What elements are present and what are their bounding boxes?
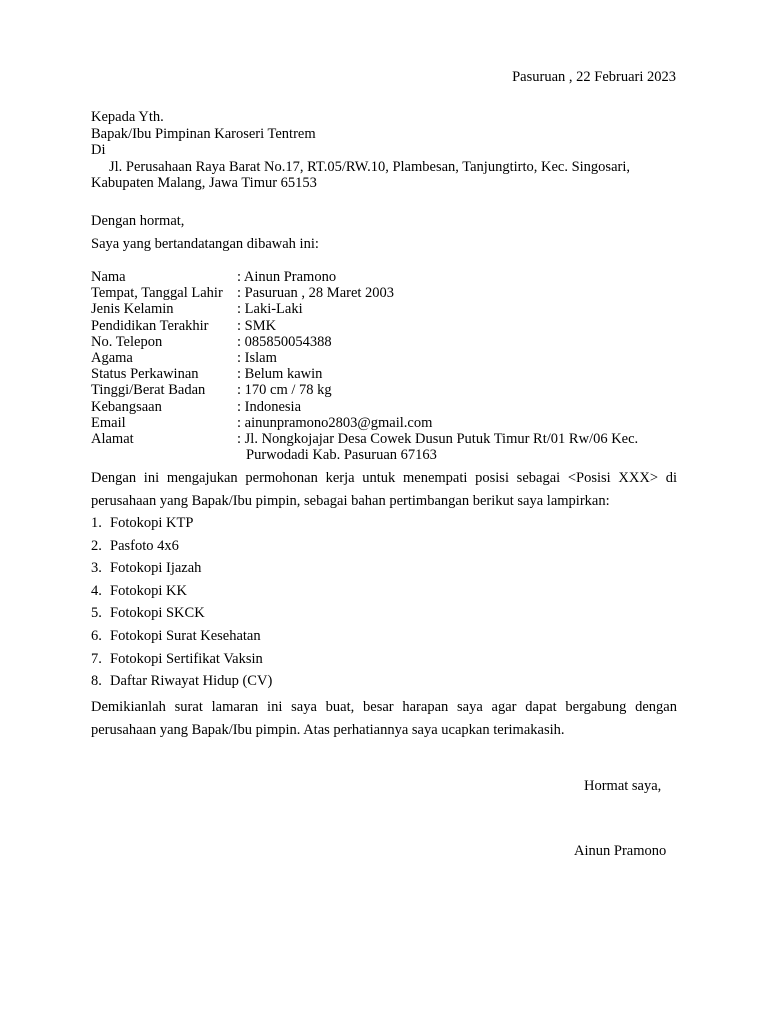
- detail-value: : Islam: [237, 350, 277, 367]
- list-number: 5.: [91, 605, 102, 622]
- place-date: Pasuruan , 22 Februari 2023: [512, 69, 676, 85]
- detail-value: : SMK: [237, 317, 277, 334]
- list-text: Daftar Riwayat Hidup (CV): [110, 673, 273, 690]
- recipient-salutation: Kepada Yth.: [91, 109, 164, 125]
- detail-label: Jenis Kelamin: [91, 301, 174, 318]
- list-item: [91, 580, 272, 603]
- list-text: Fotokopi Surat Kesehatan: [110, 627, 261, 644]
- recipient-name: Bapak/Ibu Pimpinan Karoseri Tentrem: [91, 125, 316, 142]
- list-number: 6.: [91, 627, 102, 644]
- recipient-block: [91, 109, 683, 192]
- attachment-list: [91, 512, 272, 693]
- list-item: [91, 557, 272, 580]
- detail-value: : 085850054388: [237, 333, 332, 350]
- detail-label: Status Perkawinan: [91, 366, 199, 383]
- detail-label: Tinggi/Berat Badan: [91, 382, 206, 399]
- detail-row-kebangsaan: [91, 399, 691, 415]
- list-text: Fotokopi Ijazah: [110, 560, 202, 577]
- detail-row-alamat: [91, 431, 691, 463]
- detail-row-pendidikan: [91, 318, 691, 334]
- detail-value: : Belum kawin: [237, 366, 323, 383]
- detail-label: Kebangsaan: [91, 398, 162, 415]
- detail-value-group: [237, 431, 638, 463]
- detail-label: Email: [91, 414, 126, 431]
- list-item: [91, 670, 272, 693]
- recipient-address-line1: Jl. Perusahaan Raya Barat No.17, RT.05/RW.10, Plambesan, Tanjungtirto, Kec. Singosari,: [109, 158, 630, 175]
- list-number: 8.: [91, 673, 102, 690]
- detail-row-jenis-kelamin: [91, 301, 691, 317]
- recipient-at: Di: [91, 142, 106, 158]
- recipient-address-line2: Kabupaten Malang, Jawa Timur 65153: [91, 175, 317, 191]
- detail-value: : Pasuruan , 28 Maret 2003: [237, 285, 395, 302]
- detail-row-nama: [91, 269, 691, 285]
- list-text: Fotokopi KTP: [110, 515, 194, 531]
- detail-value: : Jl. Nongkojajar Desa Cowek Dusun Putuk Timur Rt/01 Rw/06 Kec.: [237, 431, 639, 448]
- detail-value: : Indonesia: [237, 398, 302, 415]
- list-text: Pasfoto 4x6: [110, 537, 179, 554]
- closing-paragraph: Demikianlah surat lamaran ini saya buat, besar harapan saya agar dapat bergabung dengan perusahaan yang Bapak/Ibu pimpin. Atas perhatiannya saya ucapkan terimakasih.: [91, 699, 677, 738]
- list-item: [91, 535, 272, 558]
- detail-label: Pendidikan Terakhir: [91, 317, 209, 334]
- greeting: Dengan hormat,: [91, 213, 185, 229]
- detail-value-continuation: Purwodadi Kab. Pasuruan 67163: [246, 447, 437, 464]
- list-number: 3.: [91, 560, 102, 577]
- application-paragraph: Dengan ini mengajukan permohonan kerja untuk menempati posisi sebagai <Posisi XXX> di perusahaan yang Bapak/Ibu pimpin, sebagai bahan pertimbangan berikut saya lampirkan:: [91, 470, 677, 509]
- detail-row-agama: [91, 350, 691, 366]
- list-item: [91, 602, 272, 625]
- list-item: [91, 625, 272, 648]
- detail-label: Alamat: [91, 431, 134, 448]
- list-number: 2.: [91, 537, 102, 554]
- signer-name: Ainun Pramono: [574, 843, 667, 859]
- list-item: [91, 512, 272, 535]
- closing-salutation: Hormat saya,: [584, 778, 662, 794]
- detail-value: : 170 cm / 78 kg: [237, 382, 332, 399]
- detail-label: Agama: [91, 350, 133, 367]
- detail-row-email: [91, 415, 691, 431]
- list-text: Fotokopi KK: [110, 582, 187, 599]
- list-text: Fotokopi SKCK: [110, 605, 205, 622]
- detail-row-status: [91, 366, 691, 382]
- applicant-details: [91, 269, 691, 463]
- detail-value: : Laki-Laki: [237, 301, 303, 318]
- detail-value: : ainunpramono2803@gmail.com: [237, 414, 433, 431]
- detail-label: Nama: [91, 269, 126, 285]
- list-item: [91, 648, 272, 671]
- detail-row-ttl: [91, 285, 691, 301]
- intro-text: Saya yang bertandatangan dibawah ini:: [91, 236, 319, 252]
- list-number: 4.: [91, 582, 102, 599]
- detail-label: Tempat, Tanggal Lahir: [91, 285, 223, 302]
- list-text: Fotokopi Sertifikat Vaksin: [110, 650, 263, 667]
- detail-value: : Ainun Pramono: [237, 269, 337, 285]
- list-number: 7.: [91, 650, 102, 667]
- list-number: 1.: [91, 515, 102, 531]
- detail-row-tinggi-berat: [91, 382, 691, 398]
- detail-row-telepon: [91, 334, 691, 350]
- detail-label: No. Telepon: [91, 333, 163, 350]
